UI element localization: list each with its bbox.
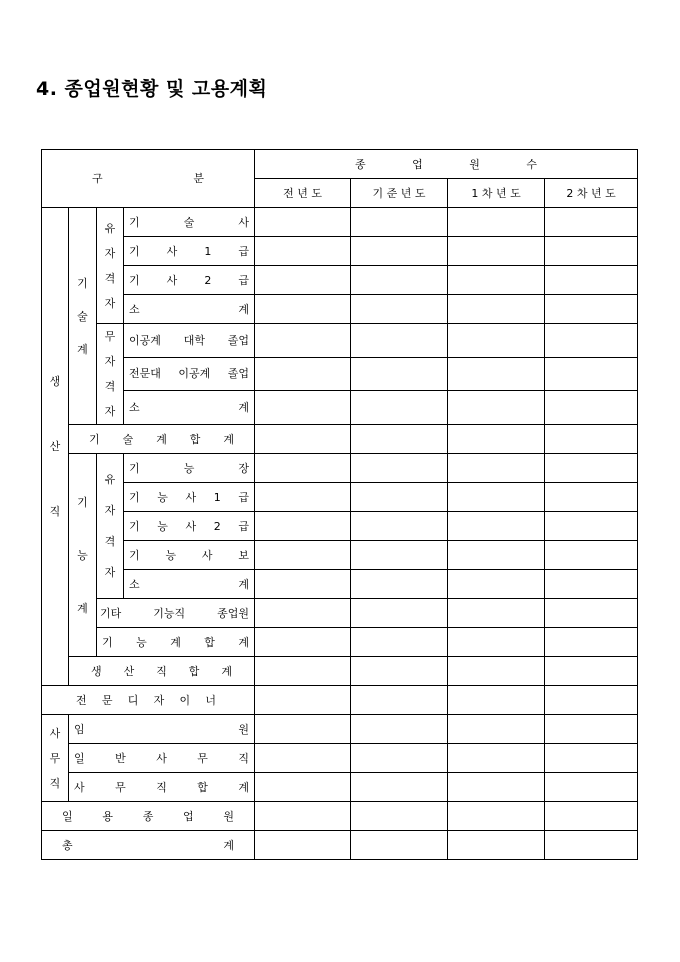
cell[interactable] — [255, 324, 351, 358]
cell[interactable] — [545, 541, 638, 570]
cell[interactable] — [448, 657, 545, 686]
cell[interactable] — [448, 208, 545, 237]
row-label-daily: 일 용 종 업 원 — [42, 802, 255, 831]
cell[interactable] — [448, 391, 545, 425]
row-label-engineer1: 기 사 1 급 — [124, 237, 255, 266]
cell[interactable] — [255, 744, 351, 773]
table-row — [42, 454, 638, 483]
cell[interactable] — [545, 266, 638, 295]
cell[interactable] — [545, 512, 638, 541]
cell[interactable] — [448, 295, 545, 324]
office-group: 사 무 직 — [42, 715, 69, 802]
cell[interactable] — [351, 802, 448, 831]
cell[interactable] — [545, 570, 638, 599]
cell[interactable] — [351, 266, 448, 295]
table-row — [42, 391, 638, 425]
cell[interactable] — [448, 541, 545, 570]
cell[interactable] — [255, 802, 351, 831]
year-base: 기 준 년 도 — [351, 179, 448, 208]
cell[interactable] — [255, 266, 351, 295]
cell[interactable] — [351, 686, 448, 715]
cell[interactable] — [255, 512, 351, 541]
cell[interactable] — [545, 657, 638, 686]
table-row — [42, 715, 638, 744]
row-label-science-grad: 이공계 대학 졸업 — [124, 324, 255, 358]
table-row — [42, 773, 638, 802]
cell[interactable] — [351, 744, 448, 773]
cell[interactable] — [448, 715, 545, 744]
cell[interactable] — [351, 599, 448, 628]
cell[interactable] — [448, 512, 545, 541]
cell[interactable] — [448, 570, 545, 599]
row-label-production-total: 생 산 직 합 계 — [69, 657, 255, 686]
cell[interactable] — [255, 208, 351, 237]
cell[interactable] — [351, 295, 448, 324]
cell[interactable] — [448, 686, 545, 715]
cell[interactable] — [255, 237, 351, 266]
cell[interactable] — [448, 599, 545, 628]
year-prev: 전 년 도 — [255, 179, 351, 208]
cell[interactable] — [545, 686, 638, 715]
table-row — [42, 570, 638, 599]
gubun-header-cell — [42, 150, 255, 208]
table-row — [42, 744, 638, 773]
cell[interactable] — [351, 357, 448, 391]
cell[interactable] — [255, 541, 351, 570]
table-row — [42, 208, 638, 237]
cell[interactable] — [448, 266, 545, 295]
row-label-designer: 전 문 디 자 이 너 — [42, 686, 255, 715]
cell[interactable] — [255, 628, 351, 657]
cell[interactable] — [448, 237, 545, 266]
cell[interactable] — [545, 628, 638, 657]
cell[interactable] — [351, 391, 448, 425]
row-label-craftsman-asst: 기 능 사 보 — [124, 541, 255, 570]
cell[interactable] — [255, 454, 351, 483]
cell[interactable] — [255, 357, 351, 391]
cell[interactable] — [255, 715, 351, 744]
row-label-executive: 임 원 — [69, 715, 255, 744]
production-group: 생 산 직 — [42, 208, 69, 686]
skilled-group: 기 능 계 — [69, 454, 97, 657]
cell[interactable] — [545, 237, 638, 266]
cell[interactable] — [448, 324, 545, 358]
row-label-other-skilled: 기타 기능직 종업원 — [97, 599, 255, 628]
cell[interactable] — [545, 715, 638, 744]
cell[interactable] — [351, 237, 448, 266]
cell[interactable] — [351, 324, 448, 358]
cell[interactable] — [255, 295, 351, 324]
employee-table — [41, 149, 638, 860]
page-title: 4. 종업원현황 및 고용계획 — [36, 78, 268, 100]
table-row — [42, 237, 638, 266]
cell[interactable] — [351, 628, 448, 657]
row-label-engineer2: 기 사 2 급 — [124, 266, 255, 295]
cell[interactable] — [255, 483, 351, 512]
year-2: 2 차 년 도 — [545, 179, 638, 208]
table-row — [42, 357, 638, 391]
row-label-subtotal2: 소 계 — [124, 391, 255, 425]
row-label-craftsman2: 기 능 사 2 급 — [124, 512, 255, 541]
cell[interactable] — [448, 483, 545, 512]
cell[interactable] — [448, 357, 545, 391]
cell[interactable] — [545, 483, 638, 512]
cell[interactable] — [545, 295, 638, 324]
table-row — [42, 628, 638, 657]
cell[interactable] — [255, 599, 351, 628]
row-label-engineer: 기 술 사 — [124, 208, 255, 237]
cell[interactable] — [351, 541, 448, 570]
cell[interactable] — [545, 391, 638, 425]
cell[interactable] — [545, 773, 638, 802]
table-row — [42, 686, 638, 715]
cell[interactable] — [545, 744, 638, 773]
technical-group: 기 술 계 — [69, 208, 97, 425]
employees-header: 종 업 원 수 — [355, 157, 537, 171]
table-row — [42, 541, 638, 570]
cell[interactable] — [351, 454, 448, 483]
cell[interactable] — [351, 483, 448, 512]
table-row — [42, 483, 638, 512]
cell[interactable] — [448, 802, 545, 831]
cell[interactable] — [448, 773, 545, 802]
licensed2-group: 유 자 격 자 — [97, 454, 124, 599]
cell[interactable] — [545, 831, 638, 860]
table-row — [42, 599, 638, 628]
cell[interactable] — [351, 715, 448, 744]
cell[interactable] — [351, 208, 448, 237]
licensed-group: 유 자 격 자 — [97, 208, 124, 324]
cell[interactable] — [545, 425, 638, 454]
cell[interactable] — [545, 454, 638, 483]
table-row — [42, 657, 638, 686]
table-row — [42, 324, 638, 358]
cell[interactable] — [351, 570, 448, 599]
cell[interactable] — [448, 454, 545, 483]
table-row — [42, 512, 638, 541]
cell[interactable] — [545, 324, 638, 358]
cell[interactable] — [448, 628, 545, 657]
cell[interactable] — [448, 744, 545, 773]
cell[interactable] — [351, 512, 448, 541]
row-label-subtotal3: 소 계 — [124, 570, 255, 599]
table-row — [42, 831, 638, 860]
cell[interactable] — [351, 773, 448, 802]
row-label-skill-total: 기 능 계 합 계 — [97, 628, 255, 657]
row-label-office-total: 사 무 직 합 계 — [69, 773, 255, 802]
cell[interactable] — [255, 773, 351, 802]
gubun-header: 구 분 — [92, 172, 205, 185]
header-row-1 — [42, 150, 638, 179]
table-row — [42, 802, 638, 831]
row-label-college-grad: 전문대 이공계 졸업 — [124, 357, 255, 391]
row-label-grand-total: 총 계 — [42, 831, 255, 860]
cell[interactable] — [448, 831, 545, 860]
cell[interactable] — [351, 425, 448, 454]
row-label-tech-total: 기 술 계 합 계 — [69, 425, 255, 454]
unlicensed-group: 무 자 격 자 — [97, 324, 124, 425]
cell[interactable] — [545, 357, 638, 391]
cell[interactable] — [448, 425, 545, 454]
table-row — [42, 266, 638, 295]
row-label-master: 기 능 장 — [124, 454, 255, 483]
cell[interactable] — [255, 391, 351, 425]
table-row — [42, 425, 638, 454]
row-label-craftsman1: 기 능 사 1 급 — [124, 483, 255, 512]
cell[interactable] — [545, 802, 638, 831]
cell[interactable] — [255, 831, 351, 860]
cell[interactable] — [255, 657, 351, 686]
cell[interactable] — [545, 599, 638, 628]
year-1: 1 차 년 도 — [448, 179, 545, 208]
cell[interactable] — [255, 570, 351, 599]
cell[interactable] — [255, 686, 351, 715]
employees-header-cell — [255, 150, 638, 179]
table-row — [42, 295, 638, 324]
cell[interactable] — [351, 831, 448, 860]
cell[interactable] — [351, 657, 448, 686]
row-label-general-office: 일 반 사 무 직 — [69, 744, 255, 773]
cell[interactable] — [255, 425, 351, 454]
row-label-subtotal1: 소 계 — [124, 295, 255, 324]
cell[interactable] — [545, 208, 638, 237]
